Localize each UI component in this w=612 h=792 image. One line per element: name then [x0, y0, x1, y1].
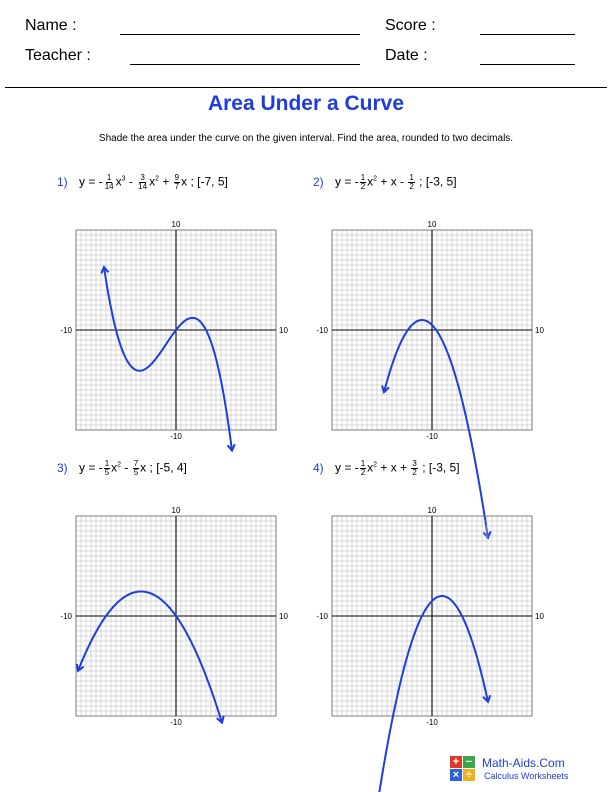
problem-3-equation: 3) y = - $\frac{1}{5}$ $x^2$ - $\frac{7}{5}$ x ; [-5, 4] — [57, 459, 187, 477]
y-min-label: -10 — [426, 432, 438, 441]
x-max-label: 10 — [535, 326, 544, 335]
date-line — [480, 64, 575, 65]
problem-2-equation: 2) y = - $\frac{1}{2}$ $x^2 + x$ - $\frac{1}{2}$ ; [-3, 5] — [313, 173, 457, 191]
graph-4 — [316, 506, 544, 727]
site-name: Math-Aids.Com — [482, 756, 565, 770]
y-max-label: 10 — [427, 506, 437, 515]
operations-icon: + − × ÷ — [450, 756, 476, 782]
x-min-label: -10 — [316, 326, 328, 335]
y-max-label: 10 — [171, 220, 181, 229]
graph-2 — [316, 220, 544, 441]
name-line — [120, 34, 360, 35]
problem-interval: [-3, 5] — [428, 460, 460, 475]
problem-1-equation: 1) y = - $\frac{1}{14}$ $x^3$ - $\frac{3}{14}$ $x^2$ + $\frac{9}{7}$ x ; [-7, 5] — [57, 173, 228, 191]
graph-1 — [60, 220, 288, 441]
header-rule — [5, 87, 607, 88]
function-curve — [104, 267, 232, 451]
site-subtitle: Calculus Worksheets — [484, 771, 569, 781]
problem-interval: [-7, 5] — [197, 174, 228, 189]
y-max-label: 10 — [171, 506, 181, 515]
instructions: Shade the area under the curve on the given interval. Find the area, rounded to two decimals. — [98, 133, 514, 144]
problem-4-equation: 4) y = - $\frac{1}{2}$ $x^2 + x$ + $\frac{3}{2}$ ; [-3, 5] — [313, 459, 460, 477]
score-label: Score : — [385, 17, 436, 34]
x-min-label: -10 — [60, 612, 72, 621]
x-max-label: 10 — [279, 612, 288, 621]
graph-3 — [60, 506, 288, 727]
date-label: Date : — [385, 47, 428, 64]
problem-number: 2) — [313, 174, 324, 189]
problem-number: 4) — [313, 460, 324, 475]
y-max-label: 10 — [427, 220, 437, 229]
x-min-label: -10 — [60, 326, 72, 335]
y-min-label: -10 — [170, 432, 182, 441]
y-min-label: -10 — [426, 718, 438, 727]
score-line — [480, 34, 575, 35]
page-title: Area Under a Curve — [207, 92, 405, 115]
problem-number: 1) — [57, 174, 68, 189]
x-max-label: 10 — [535, 612, 544, 621]
problem-interval: [-3, 5] — [425, 174, 457, 189]
teacher-label: Teacher : — [25, 47, 91, 64]
y-min-label: -10 — [170, 718, 182, 727]
name-label: Name : — [25, 17, 77, 34]
problem-number: 3) — [57, 460, 68, 475]
problem-interval: [-5, 4] — [156, 460, 187, 475]
math-aids-logo — [450, 754, 600, 786]
x-max-label: 10 — [279, 326, 288, 335]
x-min-label: -10 — [316, 612, 328, 621]
teacher-line — [130, 64, 360, 65]
